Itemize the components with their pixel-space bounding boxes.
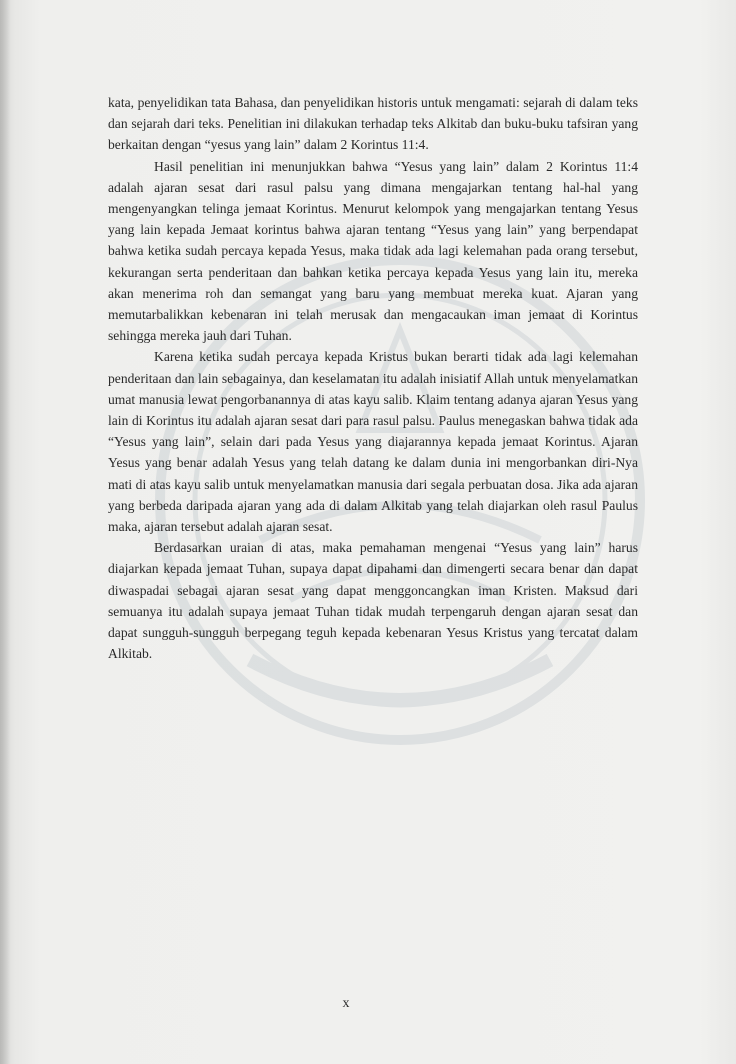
- paragraph-1: kata, penyelidikan tata Bahasa, dan penyelidikan historis untuk mengamati: sejarah di dalam teks dan sejarah dari teks. Penelitian ini dilakukan terhadap teks Alkitab dan buku-buku tafsiran yang berkaitan dengan “yesus yang lain” dalam 2 Korintus 11:4.: [108, 95, 638, 153]
- page-number: x: [342, 996, 350, 1011]
- paragraph-2: Hasil penelitian ini menunjukkan bahwa “Yesus yang lain” dalam 2 Korintus 11:4 adalah ajaran sesat dari rasul palsu yang dimana mengajarkan tentang hal-hal yang mengenyangkan telinga jemaat Korintus. Menurut kelompok yang mengajarkan tentang Yesus yang lain kepada Jemaat korintus bahwa ajaran tentang “Yesus yang lain” yang berpendapat bahwa ketika sudah percaya kepada Yesus, maka tidak ada lagi kelemahan pada orang tersebut, kekurangan serta penderitaan dan bahkan ketika percaya kepada Yesus yang lain itu, mereka akan menerima roh dan semangat yang baru yang membuat mereka kuat. Ajaran yang memutarbalikkan kebenaran ini telah merusak dan mengacaukan iman jemaat di Korintus sehingga mereka jauh dari Tuhan.: [108, 158, 638, 344]
- body-text: [108, 92, 638, 664]
- page-edge-shadow: [0, 0, 10, 1064]
- paragraph-4: Berdasarkan uraian di atas, maka pemahaman mengenai “Yesus yang lain” harus diajarkan kepada jemaat Tuhan, supaya dapat dipahami dan dimengerti secara benar dan dapat diwaspadai sebagai ajaran sesat yang dapat menggoncangkan iman Kristen. Maksud dari semuanya itu adalah supaya jemaat Tuhan tidak mudah terpengaruh dengan ajaran sesat dan dapat sungguh-sungguh berpegang teguh kepada kebenaran Yesus Kristus yang tercatat dalam Alkitab.: [108, 540, 638, 662]
- paragraph-3: Karena ketika sudah percaya kepada Kristus bukan berarti tidak ada lagi kelemahan penderitaan dan lain sebagainya, dan keselamatan itu adalah inisiatif Allah untuk menyelamatkan umat manusia lewat pengorbanannya di atas kayu salib. Klaim tentang adanya ajaran Yesus yang lain di Korintus itu adalah ajaran sesat dari para rasul palsu. Paulus menegaskan bahwa tidak ada “Yesus yang lain”, selain dari pada Yesus yang diajarannya kepada jemaat Korintus. Ajaran Yesus yang benar adalah Yesus yang telah datang ke dalam dunia ini mengorbankan diri-Nya mati di atas kayu salib untuk menyelamatkan manusia dari segala perbuatan dosa. Jika ada ajaran yang berbeda daripada ajaran yang ada di dalam Alkitab yang telah diajarkan oleh rasul Paulus maka, ajaran tersebut adalah ajaran sesat.: [108, 349, 638, 535]
